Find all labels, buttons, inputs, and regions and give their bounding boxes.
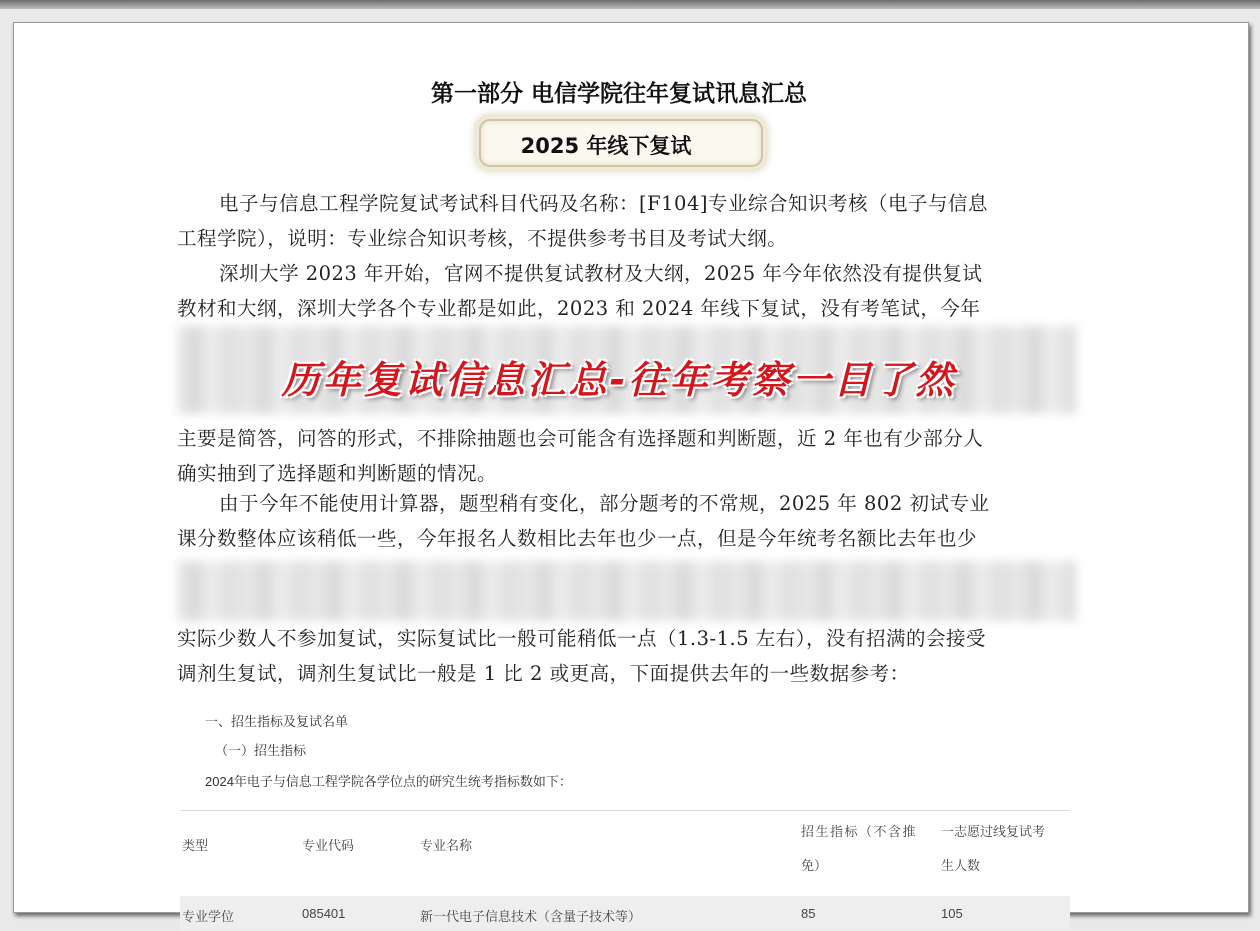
- page-title: 第一部分 电信学院往年复试讯息汇总: [430, 81, 807, 107]
- paragraph-line: 由于今年不能使用计算器，题型稍有变化，部分题考的不常规，2025 年 802 初试专业: [219, 492, 990, 515]
- paragraph-line: 课分数整体应该稍低一些，今年报名人数相比去年也少一点，但是今年统考名额比去年也少: [177, 527, 978, 550]
- cell-name: 新一代电子信息技术（含量子技术等）: [420, 909, 642, 924]
- cell-quota: 85: [801, 906, 816, 921]
- paragraph-line: 确实抽到了选择题和判断题的情况。: [177, 462, 498, 485]
- document-page: [13, 22, 1249, 924]
- quota-table: [180, 810, 1070, 931]
- table-row: [180, 896, 1070, 930]
- year-badge: [479, 119, 763, 167]
- promo-banner: 历年复试信息汇总-往年考察一目了然: [281, 358, 957, 402]
- subsection-heading: （一）招生指标: [215, 743, 307, 758]
- paragraph-line: 深圳大学 2023 年开始，官网不提供复试教材及大纲，2025 年今年依然没有提供复试: [219, 262, 983, 285]
- cell-first-choice: 105: [941, 906, 963, 921]
- column-header-code: 专业代码: [302, 838, 355, 853]
- column-header-first-choice: 一志愿过线复试考: [941, 824, 1046, 839]
- column-header-quota: 招生指标（不含推: [801, 824, 918, 839]
- column-header-name: 专业名称: [420, 838, 473, 853]
- column-header-first-choice-cont: 生人数: [941, 858, 981, 873]
- paragraph-line: 电子与信息工程学院复试考试科目代码及名称：[F104]专业综合知识考核（电子与信息: [219, 192, 988, 215]
- column-header-type: 类型: [182, 838, 209, 853]
- paragraph-line: 实际少数人不参加复试，实际复试比一般可能稍低一点（1.3-1.5 左右），没有招满的会接受: [177, 627, 987, 650]
- paragraph-line: 主要是简答，问答的形式，不排除抽题也会可能含有选择题和判断题，近 2 年也有少部分人: [177, 427, 984, 450]
- paragraph-line: 教材和大纲，深圳大学各个专业都是如此，2023 和 2024 年线下复试，没有考笔试，今年: [177, 297, 981, 320]
- section-heading: 一、招生指标及复试名单: [205, 714, 349, 729]
- table-caption: 2024年电子与信息工程学院各学位点的研究生统考指标数如下：: [205, 774, 572, 789]
- paragraph-line: 工程学院），说明：专业综合知识考核，不提供参考书目及考试大纲。: [177, 227, 788, 250]
- window-top-edge: [0, 0, 1260, 9]
- cell-code: 085401: [302, 906, 346, 921]
- year-badge-label: 2025 年线下复试: [520, 134, 692, 158]
- column-header-quota-cont: 免）: [801, 858, 828, 873]
- paragraph-line: 调剂生复试，调剂生复试比一般是 1 比 2 或更高，下面提供去年的一些数据参考：: [177, 662, 910, 685]
- cell-type: 专业学位: [182, 909, 235, 924]
- blurred-text-region: [177, 561, 1077, 621]
